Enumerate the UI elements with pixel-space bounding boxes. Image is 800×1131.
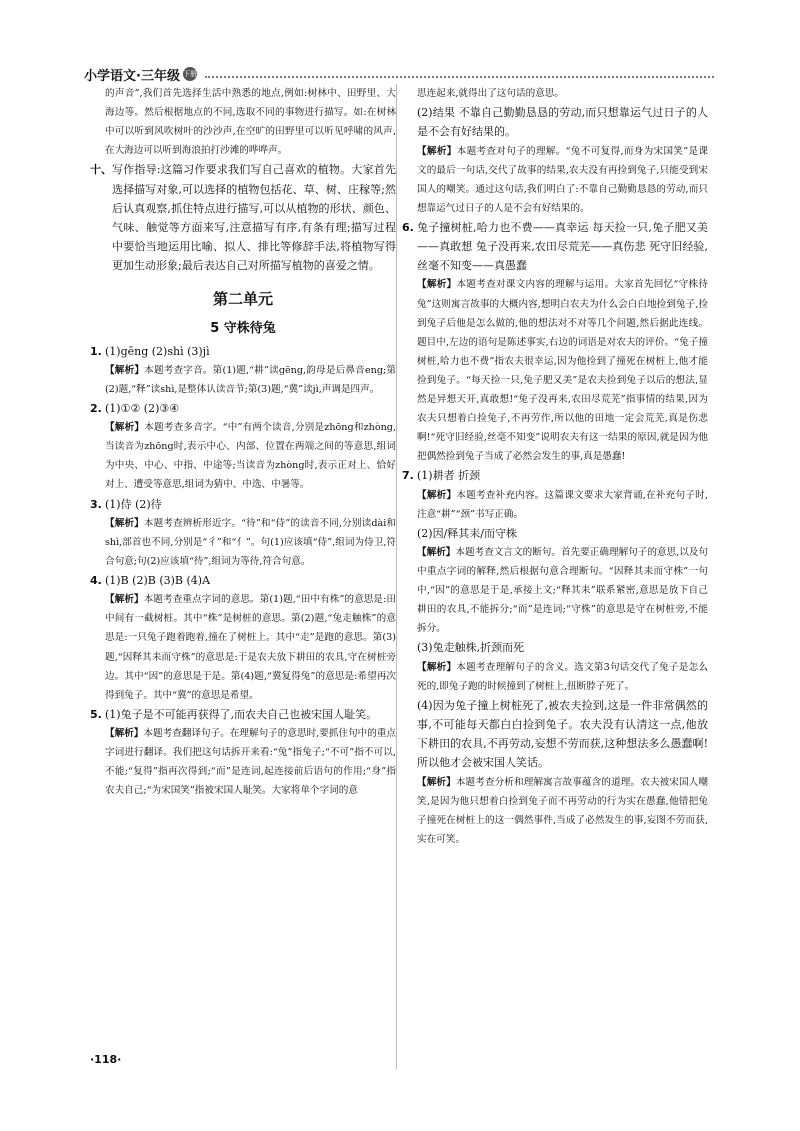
- question-number: 1.: [90, 344, 102, 358]
- question-2: [90, 399, 396, 418]
- answer: (1)耕者 折颈: [417, 469, 481, 483]
- analysis-text: 本题考查文言文的断句。首先要正确理解句子的意思,以及句中重点字词的解释,然后根据句意合理断句。“因释其耒而守株”一句中,“因”的意思是于是,承接上文;“释其耒”联系紧密,意思是放下自己耕田的农具,不能拆分;“而”是连词;“守株”的意思是守在树桩旁,不能拆分。: [417, 547, 709, 635]
- question-number: 4.: [90, 574, 102, 588]
- question-number: 3.: [90, 497, 102, 511]
- analysis-tag: 【解析】: [105, 364, 145, 376]
- answer: (1)①② (2)③④: [105, 401, 180, 415]
- analysis: [402, 773, 708, 849]
- question-6: [402, 218, 708, 276]
- answer: (3)兔走触株,折颈而死: [417, 641, 525, 655]
- analysis-text: 本题考查对句子的理解。“兔不可复得,而身为宋国笑”是课文的最后一句话,交代了故事的结果,农夫没有再捡到兔子,只能受到宋国人的嘲笑。通过这句话,我们明白了:不靠自己勤勤恳恳的劳动,而只想靠运气过日子的人是不会有好结果的。: [417, 145, 709, 214]
- analysis: [402, 543, 708, 638]
- answer: 兔子撞树桩,哈力也不费——真幸运 每天捡一只,兔子肥又美——真敢想 兔子没再来,农田尽荒芜——真伤悲 死守旧经验,丝毫不知变——真愚蠢: [417, 220, 708, 273]
- question-number: 6.: [402, 220, 414, 234]
- question-number: 2.: [90, 401, 102, 415]
- answer: (1)B (2)B (3)B (4)A: [105, 574, 211, 588]
- analysis: [402, 658, 708, 696]
- analysis: [90, 418, 396, 494]
- analysis-text: 本题考查翻译句子。在理解句子的意思时,要抓住句中的重点字词进行翻译。我们把这句话拆开来看:“兔”指兔子;“不可”指不可以,不能;“复得”指再次得到;“而”是连词,起连接前后语句的作用;“身”指农夫自己;“为宋国笑”指被宋国人耻笑。大家将单个字词的意: [105, 728, 397, 797]
- header-dotted-rule: [205, 76, 714, 78]
- analysis: [90, 724, 396, 800]
- analysis-text: 本题考查理解句子的含义。选文第3句话交代了兔子是怎么死的,即兔子跑的时候撞到了树桩上,扭断脖子死了。: [417, 661, 708, 692]
- question-number: 7.: [402, 469, 414, 483]
- page-header: [84, 63, 714, 85]
- question-3: [90, 495, 396, 514]
- left-column: [90, 84, 396, 800]
- writing-guidance: 写作指导:这篇习作要求我们写自己喜欢的植物。大家首先选择描写对象,可以选择的植物包括花、草、树、庄稼等;然后认真观察,抓住特点进行描写,可以从植物的形状、颜色、气味、触觉等方面来写,注意描写有序,有条有理;描写过程中要恰当地运用比喻、拟人、排比等修辞手法,将植物写得更加生动形象;最后表达自己对所描写植物的喜爱之情。: [112, 163, 396, 273]
- analysis: [402, 142, 708, 218]
- analysis-text: 本题考查多音字。“中”有两个读音,分别是zhōng和zhòng,当读音为zhōng时,表示中心、内部、位置在两端之间的等意思,组词为中央、中心、中指、中途等;当读音为zhòng时,表示正对上、恰好对上、遭受等意思,组词为猜中、中选、中暑等。: [105, 422, 396, 491]
- analysis-tag: 【解析】: [105, 594, 144, 606]
- analysis-tag: 【解析】: [417, 489, 457, 501]
- question-4: [90, 571, 396, 590]
- unit-title: 第二单元: [212, 289, 273, 308]
- continued-paragraph: 的声音”,我们首先选择生活中熟悉的地点,例如:树林中、田野里、大海边等。然后根据地点的不同,选取不同的事物进行描写。如:在树林中可以听到风吹树叶的沙沙声,在空旷的田野里可以听见呼啸的风声,在大海边可以听到海浪拍打沙滩的哗哗声。: [105, 88, 396, 157]
- analysis-tag: 【解析】: [105, 422, 145, 434]
- analysis-text: 本题考查辨析形近字。“待”和“侍”的读音不同,分别读dài和shì,部首也不同,分别是“彳”和“亻”。句(1)应该填“侍”,组词为侍卫,符合句意;句(2)应该填“待”,组词为等待,符合句意。: [105, 517, 396, 567]
- question-7: [402, 466, 708, 485]
- analysis-text: 本题考查补充内容。这篇课文要求大家背诵,在补充句子时,注意“耕”“颈”书写正确。: [417, 489, 708, 520]
- question-number: 十、: [90, 163, 112, 177]
- page-number: ·118·: [90, 1053, 122, 1066]
- column-divider: [396, 84, 397, 1069]
- right-column: [402, 84, 708, 849]
- analysis-text: 本题考查字音。第(1)题,“耕”读gēng,韵母是后鼻音eng;第(2)题,“释”读shì,是整体认读音节;第(3)题,“冀”读jì,声调是四声。: [105, 364, 396, 395]
- question-number: 5.: [90, 707, 102, 721]
- analysis: [402, 275, 708, 466]
- header-title: 小学语文·三年级: [84, 68, 180, 84]
- analysis-tag: 【解析】: [417, 145, 457, 157]
- answer: (1)侍 (2)待: [105, 497, 162, 511]
- question-5: [90, 705, 396, 724]
- analysis-tag: 【解析】: [105, 728, 144, 740]
- grade-badge: 下册: [183, 67, 197, 81]
- analysis: [90, 361, 396, 399]
- question-10: [90, 160, 396, 275]
- analysis-text: 本题考查对课文内容的理解与运用。大家首先回忆“守株待兔”这则寓言故事的大概内容,想明白农夫为什么会白白地捡到兔子,捡到兔子后他是怎么做的,他的想法对不对等几个问题,然后据此连线。题目中,左边的语句是陈述事实,右边的词语是对农夫的评价。“兔子撞树桩,哈力也不费”指农夫很幸运,因为他捡到了撞死在树桩上,他才能捡到兔子。“每天捡一只,兔子肥又美”是农夫捡到兔子以后的想法,显然是异想天开,真敢想!“兔子没再来,农田尽荒芜”指事情的结果,因为农夫只想着白捡兔子,不再劳作,所以他的田地一定会荒芜,真是伤悲啊!“死守旧经验,丝毫不知变”说明农夫有这一结果的原因,就是因为他把偶然捡到兔子当成了必然会发生的事,真是愚蠢!: [417, 279, 709, 463]
- lesson-title: 5 守株待兔: [210, 320, 276, 336]
- analysis-tag: 【解析】: [417, 547, 456, 559]
- question-1: [90, 342, 396, 361]
- analysis-tag: 【解析】: [417, 776, 456, 788]
- analysis-text: 本题考查分析和理解寓言故事蕴含的道理。农夫被宋国人嘲笑,是因为他只想着白捡到兔子而不再劳动的行为实在愚蠢,他错把兔子撞死在树桩上的这一偶然事件,当成了必然发生的事,妄图不劳而获,实在可笑。: [417, 776, 709, 845]
- analysis: [90, 514, 396, 571]
- analysis: [402, 486, 708, 524]
- answer: (2)因/释其耒/而守株: [417, 526, 517, 540]
- analysis-tag: 【解析】: [417, 661, 457, 673]
- analysis-tag: 【解析】: [417, 279, 457, 291]
- answer: (1)gēng (2)shì (3)jì: [105, 344, 210, 358]
- analysis-text: 本题考查重点字词的意思。第(1)题,“田中有株”的意思是:田中间有一截树桩。其中“株”是树桩的意思。第(2)题,“兔走触株”的意思是:一只兔子跑着跑着,撞在了树桩上。其中“走”是跑的意思。第(3)题,“因释其耒而守株”的意思是:于是农夫放下耕田的农具,守在树桩旁边。其中“因”的意思是于是。第(4)题,“冀复得兔”的意思是:希望再次得到兔子。其中“冀”的意思是希望。: [105, 594, 397, 701]
- analysis: [90, 590, 396, 705]
- analysis-tag: 【解析】: [105, 517, 144, 529]
- answer: (4)因为兔子撞上树桩死了,被农夫捡到,这是一件非常偶然的事,不可能每天都白白捡到兔子。农夫没有认清这一点,他放下耕田的农具,不再劳动,妄想不劳而获,这种想法多么愚蠢啊!所以他才会被宋国人笑话。: [417, 698, 708, 770]
- answer: (2)结果 不靠自己勤勤恳恳的劳动,而只想靠运气过日子的人是不会有好结果的。: [417, 106, 708, 139]
- continued-paragraph: 思连起来,就得出了这句话的意思。: [417, 88, 564, 99]
- answer: (1)兔子是不可能再获得了,而农夫自己也被宋国人耻笑。: [105, 707, 378, 721]
